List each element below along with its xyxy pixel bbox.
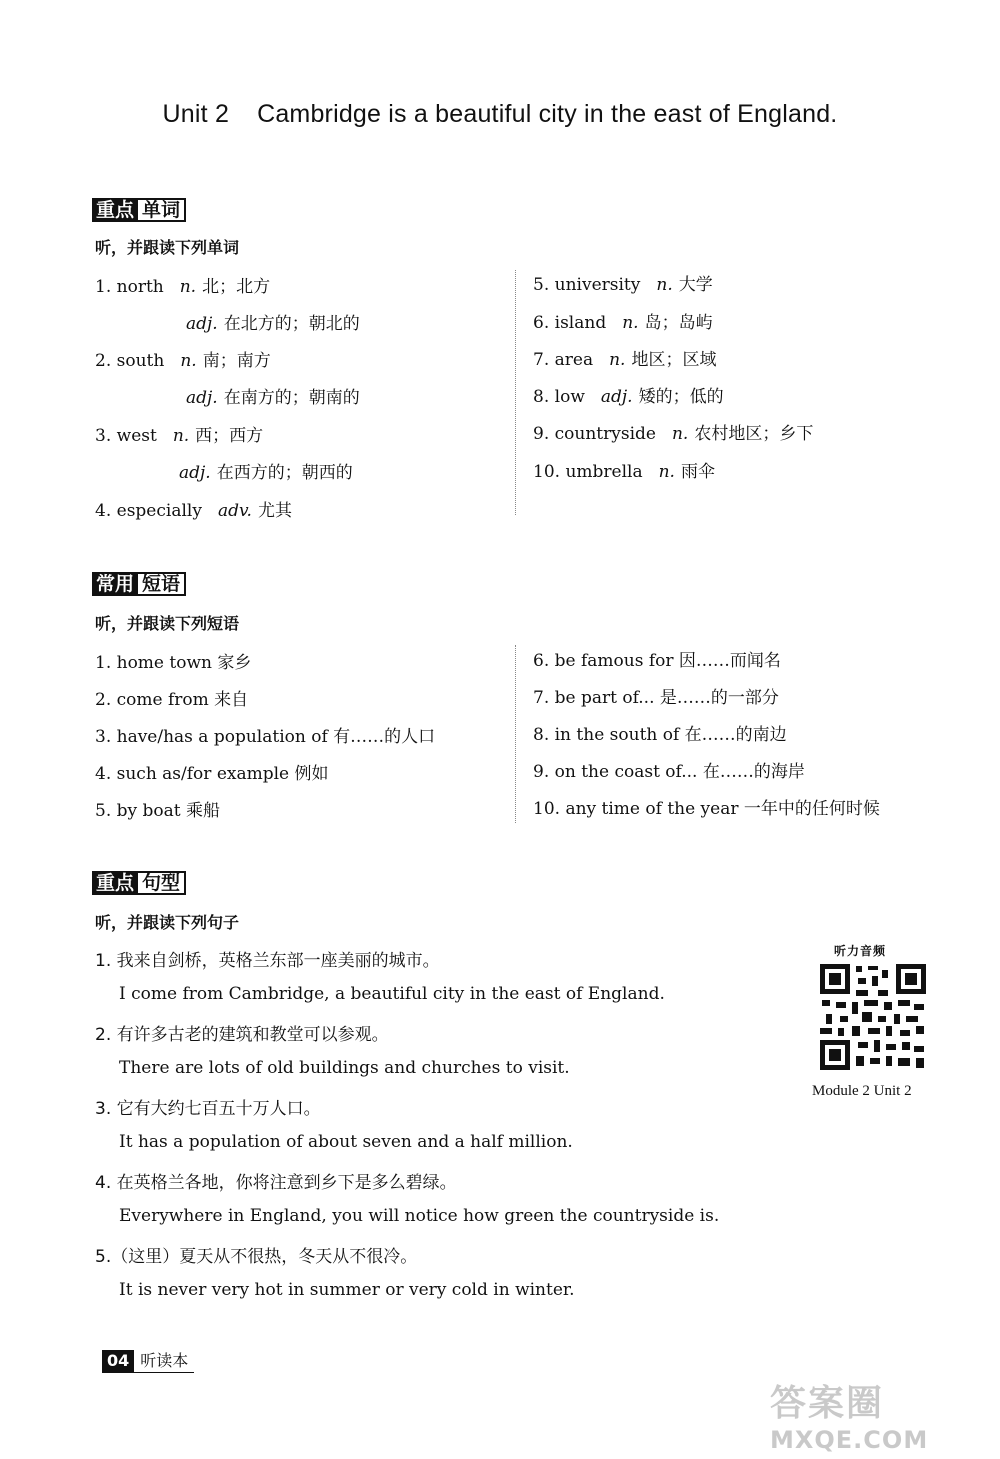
unit-label: Unit 2 [162,100,230,128]
phrase-item: 2. come from 来自 [95,690,249,710]
unit-title: Cambridge is a beautiful city in the east of England. [257,100,838,128]
qr-top-label: 听力音频 [834,944,887,958]
word-item: 3. west n. 西；西方 [95,426,264,446]
phrase-item: 10. any time of the year 一年中的任何时候 [533,799,880,819]
section-head-phrases-b: 短语 [138,572,186,596]
sentence-en: It is never very hot in summer or very cold in winter. [119,1280,575,1300]
word-item: adj. 在南方的；朝南的 [186,388,360,408]
word-item: 6. island n. 岛；岛屿 [533,313,713,333]
word-item: 1. north n. 北；北方 [95,277,271,297]
word-item: adj. 在西方的；朝西的 [179,463,353,483]
word-item: 4. especially adv. 尤其 [95,501,292,521]
phrase-item: 6. be famous for 因……而闻名 [533,651,781,671]
section-words-instruction: 听，并跟读下列单词 [95,238,240,257]
phrase-item: 4. such as/for example 例如 [95,764,329,784]
column-divider [515,645,516,823]
phrase-item: 3. have/has a population of 有……的人口 [95,727,436,747]
word-item: 2. south n. 南；南方 [95,351,271,371]
sentence-cn: 2. 有许多古老的建筑和教堂可以参观。 [95,1025,389,1045]
section-head-phrases [92,571,186,597]
word-item: 5. university n. 大学 [533,275,713,295]
word-item: 7. area n. 地区；区域 [533,350,717,370]
page-title [0,100,1000,129]
section-sentences-instruction: 听，并跟读下列句子 [95,913,240,932]
phrase-item: 7. be part of... 是……的一部分 [533,688,779,708]
phrase-item: 8. in the south of 在……的南边 [533,725,787,745]
word-item: 9. countryside n. 农村地区；乡下 [533,424,814,444]
watermark-line1: 答案圈 [770,1383,885,1424]
section-phrases-instruction: 听，并跟读下列短语 [95,614,240,633]
footer-label: 听读本 [140,1351,189,1370]
column-divider [515,270,516,515]
sentence-en: It has a population of about seven and a half million. [119,1132,573,1152]
phrase-item: 5. by boat 乘船 [95,801,221,821]
sentence-en: I come from Cambridge, a beautiful city in the east of England. [119,984,665,1004]
section-head-sentences-b: 句型 [138,871,186,895]
sentence-cn: 5.（这里）夏天从不很热，冬天从不很冷。 [95,1247,418,1267]
section-head-sentences [92,870,186,896]
sentence-cn: 4. 在英格兰各地，你将注意到乡下是多么碧绿。 [95,1173,457,1193]
sentence-en: Everywhere in England, you will notice how green the countryside is. [119,1206,720,1226]
word-item: 8. low adj. 矮的；低的 [533,387,724,407]
sentence-cn: 1. 我来自剑桥，英格兰东部一座美丽的城市。 [95,951,440,971]
sentence-en: There are lots of old buildings and churches to visit. [119,1058,570,1078]
qr-label: Module 2 Unit 2 [812,1083,912,1099]
word-item: 10. umbrella n. 雨伞 [533,462,715,482]
phrase-item: 9. on the coast of... 在……的海岸 [533,762,805,782]
page-number: 04 [102,1350,134,1372]
page-footer [102,1350,194,1373]
qr-code-icon[interactable] [818,962,928,1072]
section-head-sentences-a: 重点 [92,871,138,895]
watermark-line2: MXQE.COM [770,1426,929,1454]
section-head-words-b: 单词 [138,198,186,222]
sentence-cn: 3. 它有大约七百五十万人口。 [95,1099,321,1119]
section-head-words-a: 重点 [92,198,138,222]
section-head-words [92,197,186,223]
phrase-item: 1. home town 家乡 [95,653,252,673]
word-item: adj. 在北方的；朝北的 [186,314,360,334]
section-head-phrases-a: 常用 [92,572,138,596]
watermark-logo [770,1375,980,1455]
